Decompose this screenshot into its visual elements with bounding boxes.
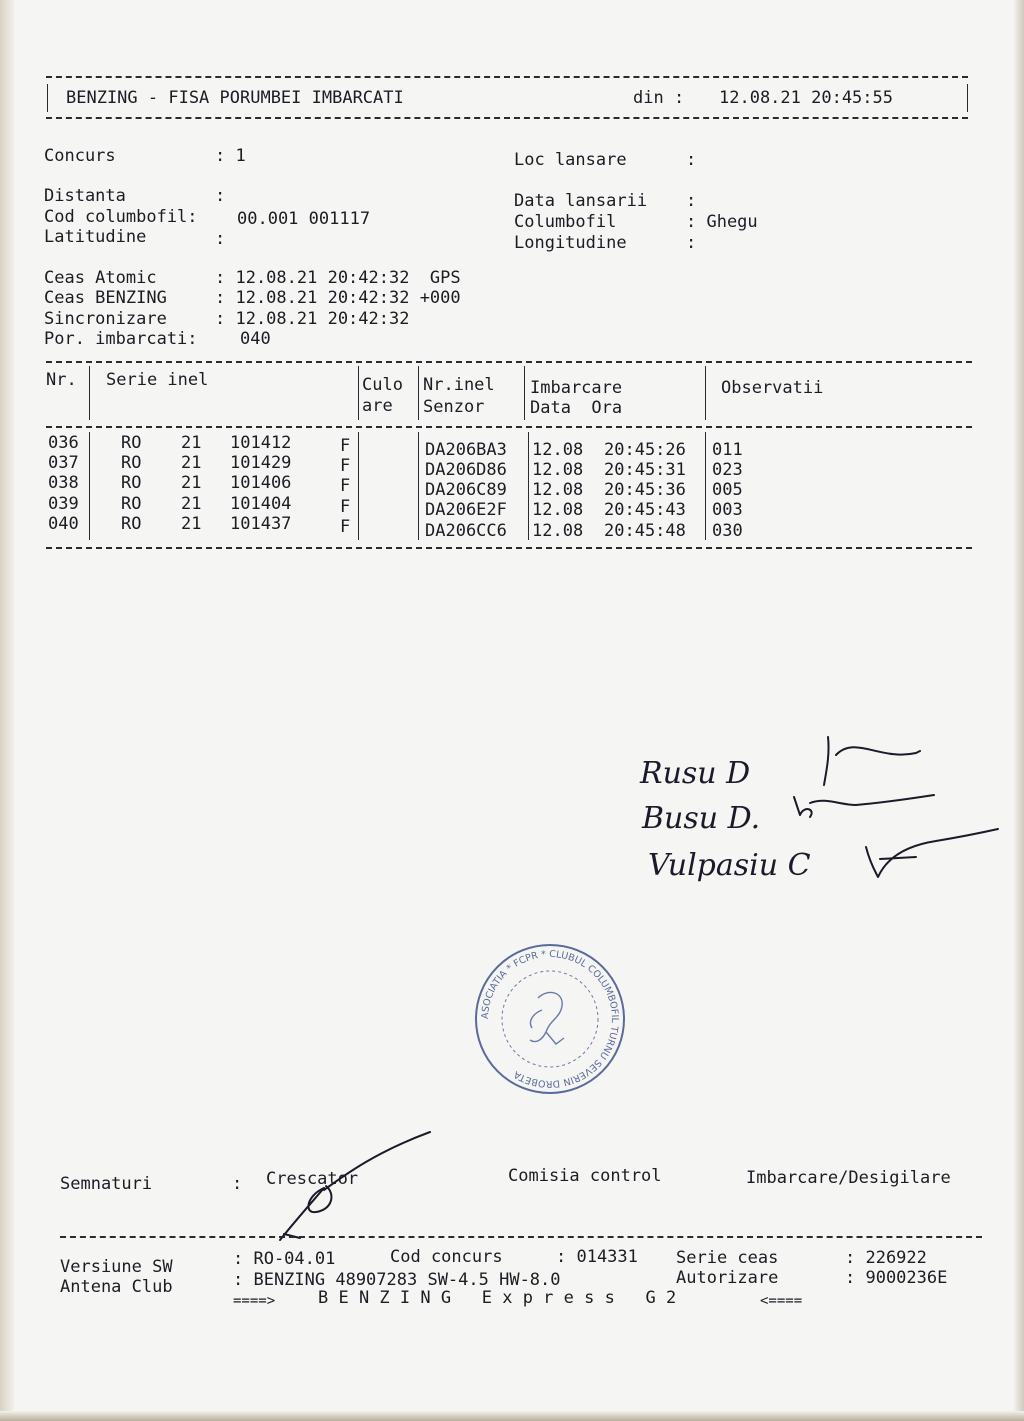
latitudine-value: : (215, 229, 226, 249)
row-ring: 101404 (230, 494, 292, 514)
row-obs: 003 (712, 500, 743, 520)
banner-left-arrow: ====> (233, 1293, 276, 1309)
pigeon-emblem-icon (530, 992, 564, 1044)
col-divider (89, 366, 90, 420)
club-stamp (472, 940, 628, 1098)
imbarcare-desigilare-label: Imbarcare/Desigilare (746, 1168, 951, 1188)
row-ring: 101437 (230, 514, 292, 534)
row-country: RO (121, 473, 142, 493)
row-obs: 011 (712, 440, 743, 460)
ceas-atomic-value: : 12.08.21 20:42:32 GPS (215, 268, 461, 288)
row-sex: F (340, 476, 351, 496)
concurs-value: : 1 (215, 146, 246, 166)
stamp-ring-text: ASOCIATIA * FCPR * CLUBUL COLUMBOFIL TURNU SEVERIN DROBETA (479, 948, 621, 1090)
row-obs: 005 (712, 480, 743, 500)
row-date: 12.08 (532, 480, 584, 500)
row-sex: F (340, 497, 351, 517)
col-divider (528, 432, 529, 540)
initials-mark (794, 797, 812, 817)
row-time: 20:45:43 (604, 500, 686, 520)
antena-club-value: : BENZING 48907283 SW-4.5 HW-8.0 (233, 1270, 561, 1290)
row-sensor: DA206CC6 (425, 521, 507, 541)
antena-club-label: Antena Club (60, 1277, 173, 1297)
versiune-sw-label: Versiune SW (60, 1257, 173, 1277)
signature-name-1: Rusu D (640, 756, 751, 791)
initials-mark (880, 857, 916, 859)
row-country: RO (121, 453, 142, 473)
row-nr: 036 (48, 433, 79, 453)
columbofil-value: : Ghegu (686, 212, 758, 232)
longitudine-value: : (686, 233, 697, 253)
svg-text:ASOCIATIA * FCPR * CLUBUL COLU (480, 949, 620, 1089)
col-divider (705, 366, 706, 420)
row-time: 20:45:48 (604, 521, 686, 541)
semnaturi-label: Semnaturi (60, 1174, 153, 1194)
cod-columbofil-label: Cod columbofil: (44, 207, 198, 227)
row-date: 12.08 (532, 440, 584, 460)
autorizare-value: : 9000236E (845, 1268, 948, 1288)
latitudine-label: Latitudine (44, 227, 147, 247)
col-divider (358, 366, 359, 420)
din-value: 12.08.21 20:45:55 (719, 88, 893, 108)
row-year: 21 (181, 473, 202, 493)
row-sex: F (340, 436, 351, 456)
page-bottom-edge (0, 1411, 1024, 1421)
row-year: 21 (181, 453, 202, 473)
row-obs: 023 (712, 460, 743, 480)
col-divider (89, 432, 90, 540)
col-divider (524, 366, 525, 420)
versiune-sw-value: : RO-04.01 (233, 1249, 336, 1269)
loc-lansare-value: : (686, 150, 697, 170)
row-nr: 039 (48, 494, 79, 514)
col-divider (358, 432, 359, 540)
col-header-senzor: Senzor (423, 397, 485, 417)
banner-text: B E N Z I N G E x p r e s s G 2 (318, 1288, 677, 1308)
col-divider (705, 432, 706, 540)
initials-mark (836, 747, 920, 755)
sincronizare-label: Sincronizare (44, 309, 167, 329)
row-year: 21 (181, 494, 202, 514)
crescator-label: Crescator (266, 1169, 359, 1189)
row-time: 20:45:26 (604, 440, 686, 460)
ceas-benzing-value: : 12.08.21 20:42:32 +000 (215, 288, 461, 308)
ceas-benzing-label: Ceas BENZING (44, 288, 167, 308)
row-time: 20:45:31 (604, 460, 686, 480)
initials-mark (866, 829, 998, 877)
columbofil-label: Columbofil (514, 212, 617, 232)
row-sensor: DA206BA3 (425, 440, 507, 460)
header-right-border (967, 84, 968, 112)
col-header-data-ora: Data Ora (530, 398, 623, 418)
row-date: 12.08 (532, 521, 584, 541)
row-country: RO (121, 494, 142, 514)
row-sensor: DA206C89 (425, 480, 507, 500)
semnaturi-colon: : (232, 1174, 243, 1194)
header-top-rule (46, 76, 968, 78)
row-country: RO (121, 514, 142, 534)
distanta-label: Distanta (44, 186, 126, 206)
report-title: BENZING - FISA PORUMBEI IMBARCATI (66, 88, 404, 108)
table-top-rule (46, 361, 972, 363)
ceas-atomic-label: Ceas Atomic (44, 268, 157, 288)
col-header-observatii: Observatii (721, 378, 824, 398)
row-ring: 101406 (230, 473, 292, 493)
distanta-value: : (215, 186, 226, 206)
col-header-imbarcare: Imbarcare (530, 378, 623, 398)
row-sex: F (340, 517, 351, 537)
row-date: 12.08 (532, 460, 584, 480)
autorizare-label: Autorizare (676, 1268, 779, 1288)
din-label: din : (633, 88, 685, 108)
signature-name-2: Busu D. (642, 801, 761, 836)
row-sensor: DA206E2F (425, 500, 507, 520)
initials-mark (824, 737, 829, 785)
page-right-edge (1014, 0, 1024, 1421)
sincronizare-value: : 12.08.21 20:42:32 (215, 309, 410, 329)
por-imbarcati-label: Por. imbarcati: (44, 329, 198, 349)
row-ring: 101412 (230, 433, 292, 453)
col-divider (418, 366, 419, 420)
serie-ceas-value: : 226922 (845, 1248, 927, 1268)
table-bottom-rule (46, 547, 972, 549)
initials-mark (810, 795, 934, 805)
col-header-are: are (362, 396, 393, 416)
loc-lansare-label: Loc lansare (514, 150, 627, 170)
col-header-nrinel: Nr.inel (423, 375, 495, 395)
col-header-serie: Serie inel (106, 370, 209, 390)
row-obs: 030 (712, 521, 743, 541)
row-nr: 038 (48, 473, 79, 493)
row-ring: 101429 (230, 453, 292, 473)
footer-rule (60, 1236, 982, 1238)
signature-name-3: Vulpasiu C (648, 848, 811, 883)
concurs-label: Concurs (44, 146, 116, 166)
serie-ceas-label: Serie ceas (676, 1248, 779, 1268)
header-left-border (47, 84, 48, 112)
row-year: 21 (181, 514, 202, 534)
cod-concurs-value: : 014331 (556, 1247, 638, 1267)
row-country: RO (121, 433, 142, 453)
row-time: 20:45:36 (604, 480, 686, 500)
data-lansarii-value: : (686, 191, 697, 211)
breeder-signature (276, 1128, 436, 1246)
row-sex: F (340, 456, 351, 476)
por-imbarcati-value: 040 (240, 329, 271, 349)
cod-columbofil-value: 00.001 001117 (237, 209, 371, 229)
banner-right-arrow: <==== (760, 1293, 803, 1309)
col-header-culo: Culo (362, 375, 403, 395)
row-date: 12.08 (532, 500, 584, 520)
row-nr: 040 (48, 514, 79, 534)
cod-concurs-label: Cod concurs (390, 1247, 503, 1267)
row-nr: 037 (48, 453, 79, 473)
comisia-control-label: Comisia control (508, 1166, 662, 1186)
page-left-edge (0, 0, 14, 1421)
col-divider (418, 432, 419, 540)
header-bottom-rule (46, 117, 968, 119)
longitudine-label: Longitudine (514, 233, 627, 253)
table-header-rule (46, 426, 972, 428)
data-lansarii-label: Data lansarii (514, 191, 648, 211)
col-header-nr: Nr. (46, 370, 77, 390)
row-year: 21 (181, 433, 202, 453)
row-sensor: DA206D86 (425, 460, 507, 480)
handwritten-signatures (640, 725, 1010, 915)
